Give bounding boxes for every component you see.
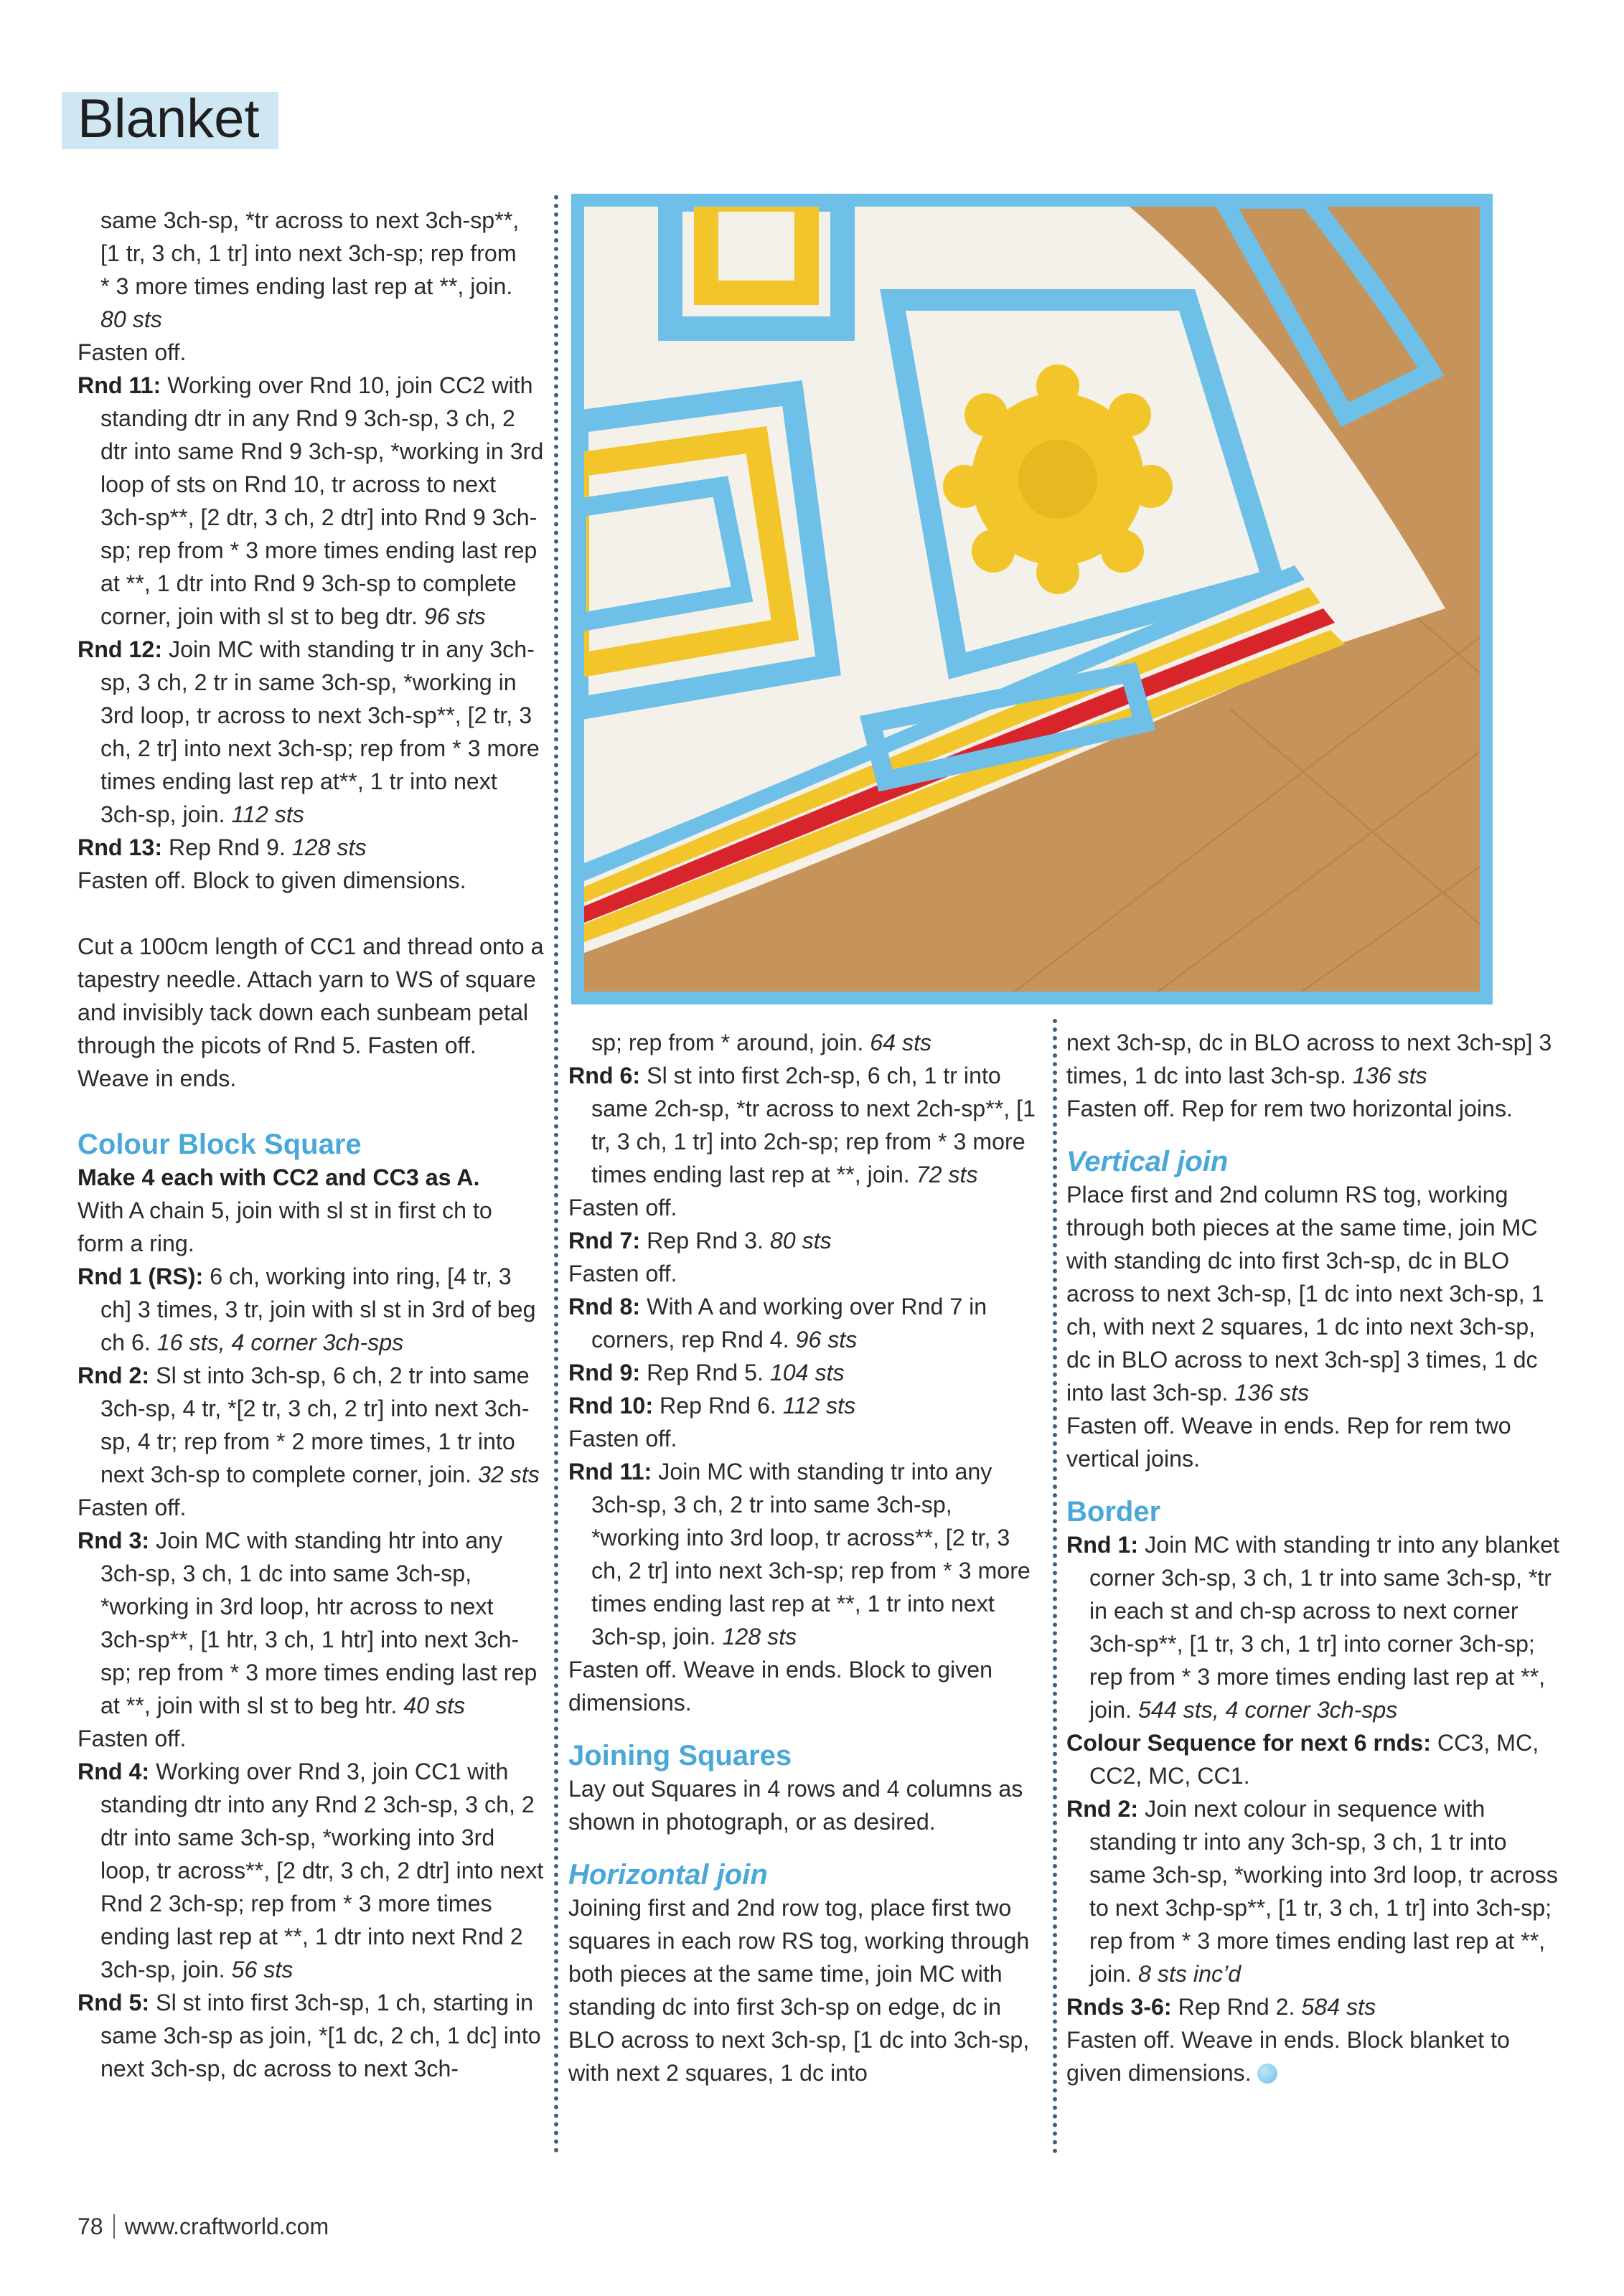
text-line: [1 tr, 3 ch, 1 tr] into next 3ch-sp; rep from <box>100 240 517 266</box>
heading-colour-block-square: Colour Block Square <box>78 1129 362 1160</box>
round-11 <box>78 369 544 633</box>
stitch-count: 136 sts <box>1352 1063 1427 1088</box>
round-11 <box>568 1455 1038 1653</box>
round-text: With A and working over Rnd 7 in corners, rep Rnd 4. <box>591 1294 987 1352</box>
page-footer <box>78 2210 329 2243</box>
round-text: 6 ch, working into ring, [4 tr, 3 ch] 3 times, 3 tr, join with sl st in 3rd of beg ch 6. <box>100 1264 536 1355</box>
border-round-2 <box>1066 1792 1562 1990</box>
round-label: Rnd 3: <box>78 1528 150 1553</box>
round-10 <box>568 1389 1038 1422</box>
round-label: Rnd 5: <box>78 1990 150 2015</box>
instruction: Fasten off. Weave in ends. Block to given dimensions. <box>568 1657 993 1716</box>
heading-vertical-join: Vertical join <box>1066 1146 1229 1177</box>
round-text: Join MC with standing htr into any 3ch-sp, 3 ch, 1 dc into same 3ch-sp, *working in 3rd loop, htr across to next 3ch-sp**, [1 htr, 3 ch, 1 htr] into next 3ch-sp; rep from * 3 more times ending last rep at **, join with sl st to beg htr. <box>100 1528 538 1718</box>
instruction: Fasten off. <box>78 1495 187 1520</box>
instruction: Cut a 100cm length of CC1 and thread onto a tapestry needle. Attach yarn to WS of square and invisibly tack down each sunbeam petal through the picots of Rnd 5. Fasten off. Weave in ends. <box>78 933 544 1091</box>
round-13 <box>78 831 544 864</box>
stitch-count: 544 sts, 4 corner 3ch-sps <box>1138 1697 1398 1723</box>
instruction: Fasten off. Block to given dimensions. <box>78 867 466 893</box>
round-text: Place first and 2nd column RS tog, working through both pieces at the same time, join MC with standing dc into first 3ch-sp, dc in BLO across to next 3ch-sp, [1 dc into next 3ch-sp, 1 ch, with next 2 squares, 1 dc into next 3ch-sp, dc in BLO across to next 3ch-sp] 3 times, 1 dc into last 3ch-sp. <box>1066 1182 1544 1406</box>
round-text: Join MC with standing tr into any 3ch-sp, 3 ch, 2 tr into same 3ch-sp, *working into 3rd loop, tr across**, [2 tr, 3 ch, 2 tr] into next 3ch-sp; rep from * 3 more times ending last rep at **, 1 tr into next 3ch-sp, join. <box>591 1459 1031 1650</box>
round-2 <box>78 1359 544 1491</box>
yarn-ball-icon <box>1257 2064 1277 2084</box>
stitch-count: 584 sts <box>1301 1994 1376 2020</box>
stitch-count: 64 sts <box>870 1030 932 1055</box>
footer-divider <box>113 2214 115 2239</box>
stitch-count: 32 sts <box>478 1462 540 1487</box>
stitch-count: 96 sts <box>423 603 486 629</box>
round-5 <box>78 1986 544 2085</box>
stitch-count: 136 sts <box>1234 1380 1310 1406</box>
instruction: Fasten off. <box>568 1195 677 1220</box>
round-7 <box>568 1224 1038 1257</box>
round-4 <box>78 1755 544 1986</box>
round-12 <box>78 633 544 831</box>
final-instruction <box>1066 2023 1562 2089</box>
stitch-count: 80 sts <box>100 306 162 332</box>
round-text: Rep Rnd 9. <box>169 834 286 860</box>
stitch-count: 112 sts <box>782 1393 856 1418</box>
stitch-count: 56 sts <box>231 1957 294 1982</box>
stitch-count: 104 sts <box>769 1360 845 1385</box>
column-divider <box>554 195 558 2154</box>
round-label: Rnd 9: <box>568 1360 641 1385</box>
round-text: Join MC with standing tr in any 3ch-sp, 3 ch, 2 tr in same 3ch-sp, *working in 3rd loop, tr across to next 3ch-sp**, [2 tr, 3 ch, 2 tr] into next 3ch-sp; rep from * 3 more times ending last rep at**, 1 tr into next 3ch-sp, join. <box>100 636 540 827</box>
heading-horizontal-join: Horizontal join <box>568 1859 768 1891</box>
stitch-count: 128 sts <box>291 834 367 860</box>
round-8 <box>568 1290 1038 1356</box>
page-number: 78 <box>78 2213 103 2239</box>
round-label: Rnd 13: <box>78 834 163 860</box>
round-text: Rep Rnd 5. <box>647 1360 764 1385</box>
instruction: Fasten off. <box>78 339 187 365</box>
round-label: Rnd 10: <box>568 1393 654 1418</box>
round-label: Rnd 11: <box>568 1459 652 1485</box>
column-1 <box>78 204 544 2085</box>
round-text: Sl st into 3ch-sp, 6 ch, 2 tr into same 3ch-sp, 4 tr, *[2 tr, 3 ch, 2 tr] into next 3ch-sp, 4 tr; rep from * 2 more times, 1 tr into next 3ch-sp to complete corner, join. <box>100 1363 530 1487</box>
instruction: Fasten off. <box>568 1426 677 1452</box>
round-label: Rnd 1 (RS): <box>78 1264 204 1289</box>
round-label: Rnd 8: <box>568 1294 641 1319</box>
stitch-count: 40 sts <box>403 1693 466 1718</box>
stitch-count: 72 sts <box>916 1162 978 1187</box>
round-text: Sl st into first 3ch-sp, 1 ch, starting in same 3ch-sp as join, *[1 dc, 2 ch, 1 dc] into next 3ch-sp, dc across to next 3ch- <box>100 1990 541 2081</box>
column-2 <box>568 1026 1038 2089</box>
section-title: Blanket <box>78 88 260 149</box>
stitch-count: 16 sts, 4 corner 3ch-sps <box>156 1330 404 1355</box>
instruction: Fasten off. <box>78 1726 187 1751</box>
round-text: next 3ch-sp, dc in BLO across to next 3ch-sp] 3 times, 1 dc into last 3ch-sp. <box>1066 1030 1552 1088</box>
round-label: Rnd 7: <box>568 1228 641 1253</box>
make-instruction: Make 4 each with CC2 and CC3 as A. <box>78 1165 480 1190</box>
final-text: Fasten off. Weave in ends. Block blanket to given dimensions. <box>1066 2027 1510 2086</box>
round-9 <box>568 1356 1038 1389</box>
round-1 <box>78 1260 544 1359</box>
round-text: Join next colour in sequence with standing tr into any 3ch-sp, 3 ch, 1 tr into same 3ch-sp, *working into 3rd loop, tr across to next 3chp-sp**, [1 tr, 3 ch, 1 tr] into 3ch-sp; rep from * 3 more times ending last rep at **, join. <box>1089 1796 1558 1987</box>
round-label: Rnd 2: <box>78 1363 150 1388</box>
round-text: Rep Rnd 6. <box>660 1393 776 1418</box>
round-text: Sl st into first 2ch-sp, 6 ch, 1 tr into same 2ch-sp, *tr across to next 2ch-sp**, [1 tr, 3 ch, 1 tr] into 2ch-sp; rep from * 3 more times ending last rep at **, join. <box>591 1063 1036 1187</box>
round-label: Rnd 6: <box>568 1063 641 1088</box>
round-5-continued <box>568 1026 1038 1059</box>
round-text: CC3, MC, CC2, MC, CC1. <box>1089 1730 1539 1789</box>
vertical-join-text <box>1066 1178 1562 1409</box>
round-label: Rnd 2: <box>1066 1796 1139 1822</box>
horizontal-join-continued <box>1066 1026 1562 1092</box>
text-line: same 3ch-sp, *tr across to next 3ch-sp**, <box>100 207 520 233</box>
round-text: Rep Rnd 3. <box>647 1228 764 1253</box>
instruction: Joining first and 2nd row tog, place first two squares in each row RS tog, working through both pieces at the same time, join MC with standing dc into first 3ch-sp on edge, dc in BLO across to next 3ch-sp, [1 dc into 3ch-sp, with next 2 squares, 1 dc into <box>568 1895 1030 2086</box>
round-label: Rnd 12: <box>78 636 163 662</box>
text-line: * 3 more times ending last rep at **, join. <box>100 273 513 299</box>
round-text: Join MC with standing tr into any blanket corner 3ch-sp, 3 ch, 1 tr into same 3ch-sp, *tr in each st and ch-sp across to next corner 3ch-sp**, [1 tr, 3 ch, 1 tr] into corner 3ch-sp; rep from * 3 more times ending last rep at **, join. <box>1089 1532 1559 1723</box>
website-link[interactable]: www.craftworld.com <box>124 2213 329 2239</box>
round-6 <box>568 1059 1038 1191</box>
border-rounds-3-6 <box>1066 1990 1562 2023</box>
crochet-blanket-image <box>584 207 1480 992</box>
round-text: Working over Rnd 3, join CC1 with standing dtr into any Rnd 2 3ch-sp, 3 ch, 2 dtr into same 3ch-sp, *working into 3rd loop, tr across**, [2 dtr, 3 ch, 2 dtr] into next Rnd 2 3ch-sp; rep from * 3 more times ending last rep at **, 1 dtr into next Rnd 2 3ch-sp, join. <box>100 1759 544 1982</box>
round-label: Rnd 4: <box>78 1759 150 1784</box>
instruction: Lay out Squares in 4 rows and 4 columns as shown in photograph, or as desired. <box>568 1776 1023 1835</box>
round-text: Working over Rnd 10, join CC2 with standing dtr in any Rnd 9 3ch-sp, 3 ch, 2 dtr into same Rnd 9 3ch-sp, *working in 3rd loop of sts on Rnd 10, tr across to next 3ch-sp**, [2 dtr, 3 ch, 2 dtr] into Rnd 9 3ch-sp; rep from * 3 more times ending last rep at **, 1 dtr into Rnd 9 3ch-sp to complete corner, join with sl st to beg dtr. <box>100 372 544 629</box>
stitch-count: 112 sts <box>231 801 304 827</box>
round-text: Rep Rnd 2. <box>1178 1994 1295 2020</box>
stitch-count: 8 sts inc’d <box>1138 1961 1242 1987</box>
column-3 <box>1066 1026 1562 2089</box>
instruction: Fasten off. Weave in ends. Rep for rem two vertical joins. <box>1066 1413 1511 1472</box>
round-label: Colour Sequence for next 6 rnds: <box>1066 1730 1431 1756</box>
border-round-1 <box>1066 1528 1562 1726</box>
stitch-count: 80 sts <box>769 1228 832 1253</box>
heading-border: Border <box>1066 1496 1161 1528</box>
round-label: Rnds 3-6: <box>1066 1994 1172 2020</box>
instruction: Fasten off. <box>568 1261 677 1286</box>
round-label: Rnd 1: <box>1066 1532 1139 1558</box>
stitch-count: 96 sts <box>795 1327 858 1352</box>
heading-joining-squares: Joining Squares <box>568 1740 792 1772</box>
stitch-count: 128 sts <box>722 1624 797 1650</box>
colour-sequence <box>1066 1726 1562 1792</box>
round-label: Rnd 11: <box>78 372 161 398</box>
round-3 <box>78 1524 544 1722</box>
instruction: With A chain 5, join with sl st in first ch to form a ring. <box>78 1198 492 1256</box>
instruction: Fasten off. Rep for rem two horizontal joins. <box>1066 1096 1513 1121</box>
column-divider <box>1053 1019 1057 2154</box>
blanket-photo <box>571 194 1493 1004</box>
round-text: sp; rep from * around, join. <box>591 1030 864 1055</box>
